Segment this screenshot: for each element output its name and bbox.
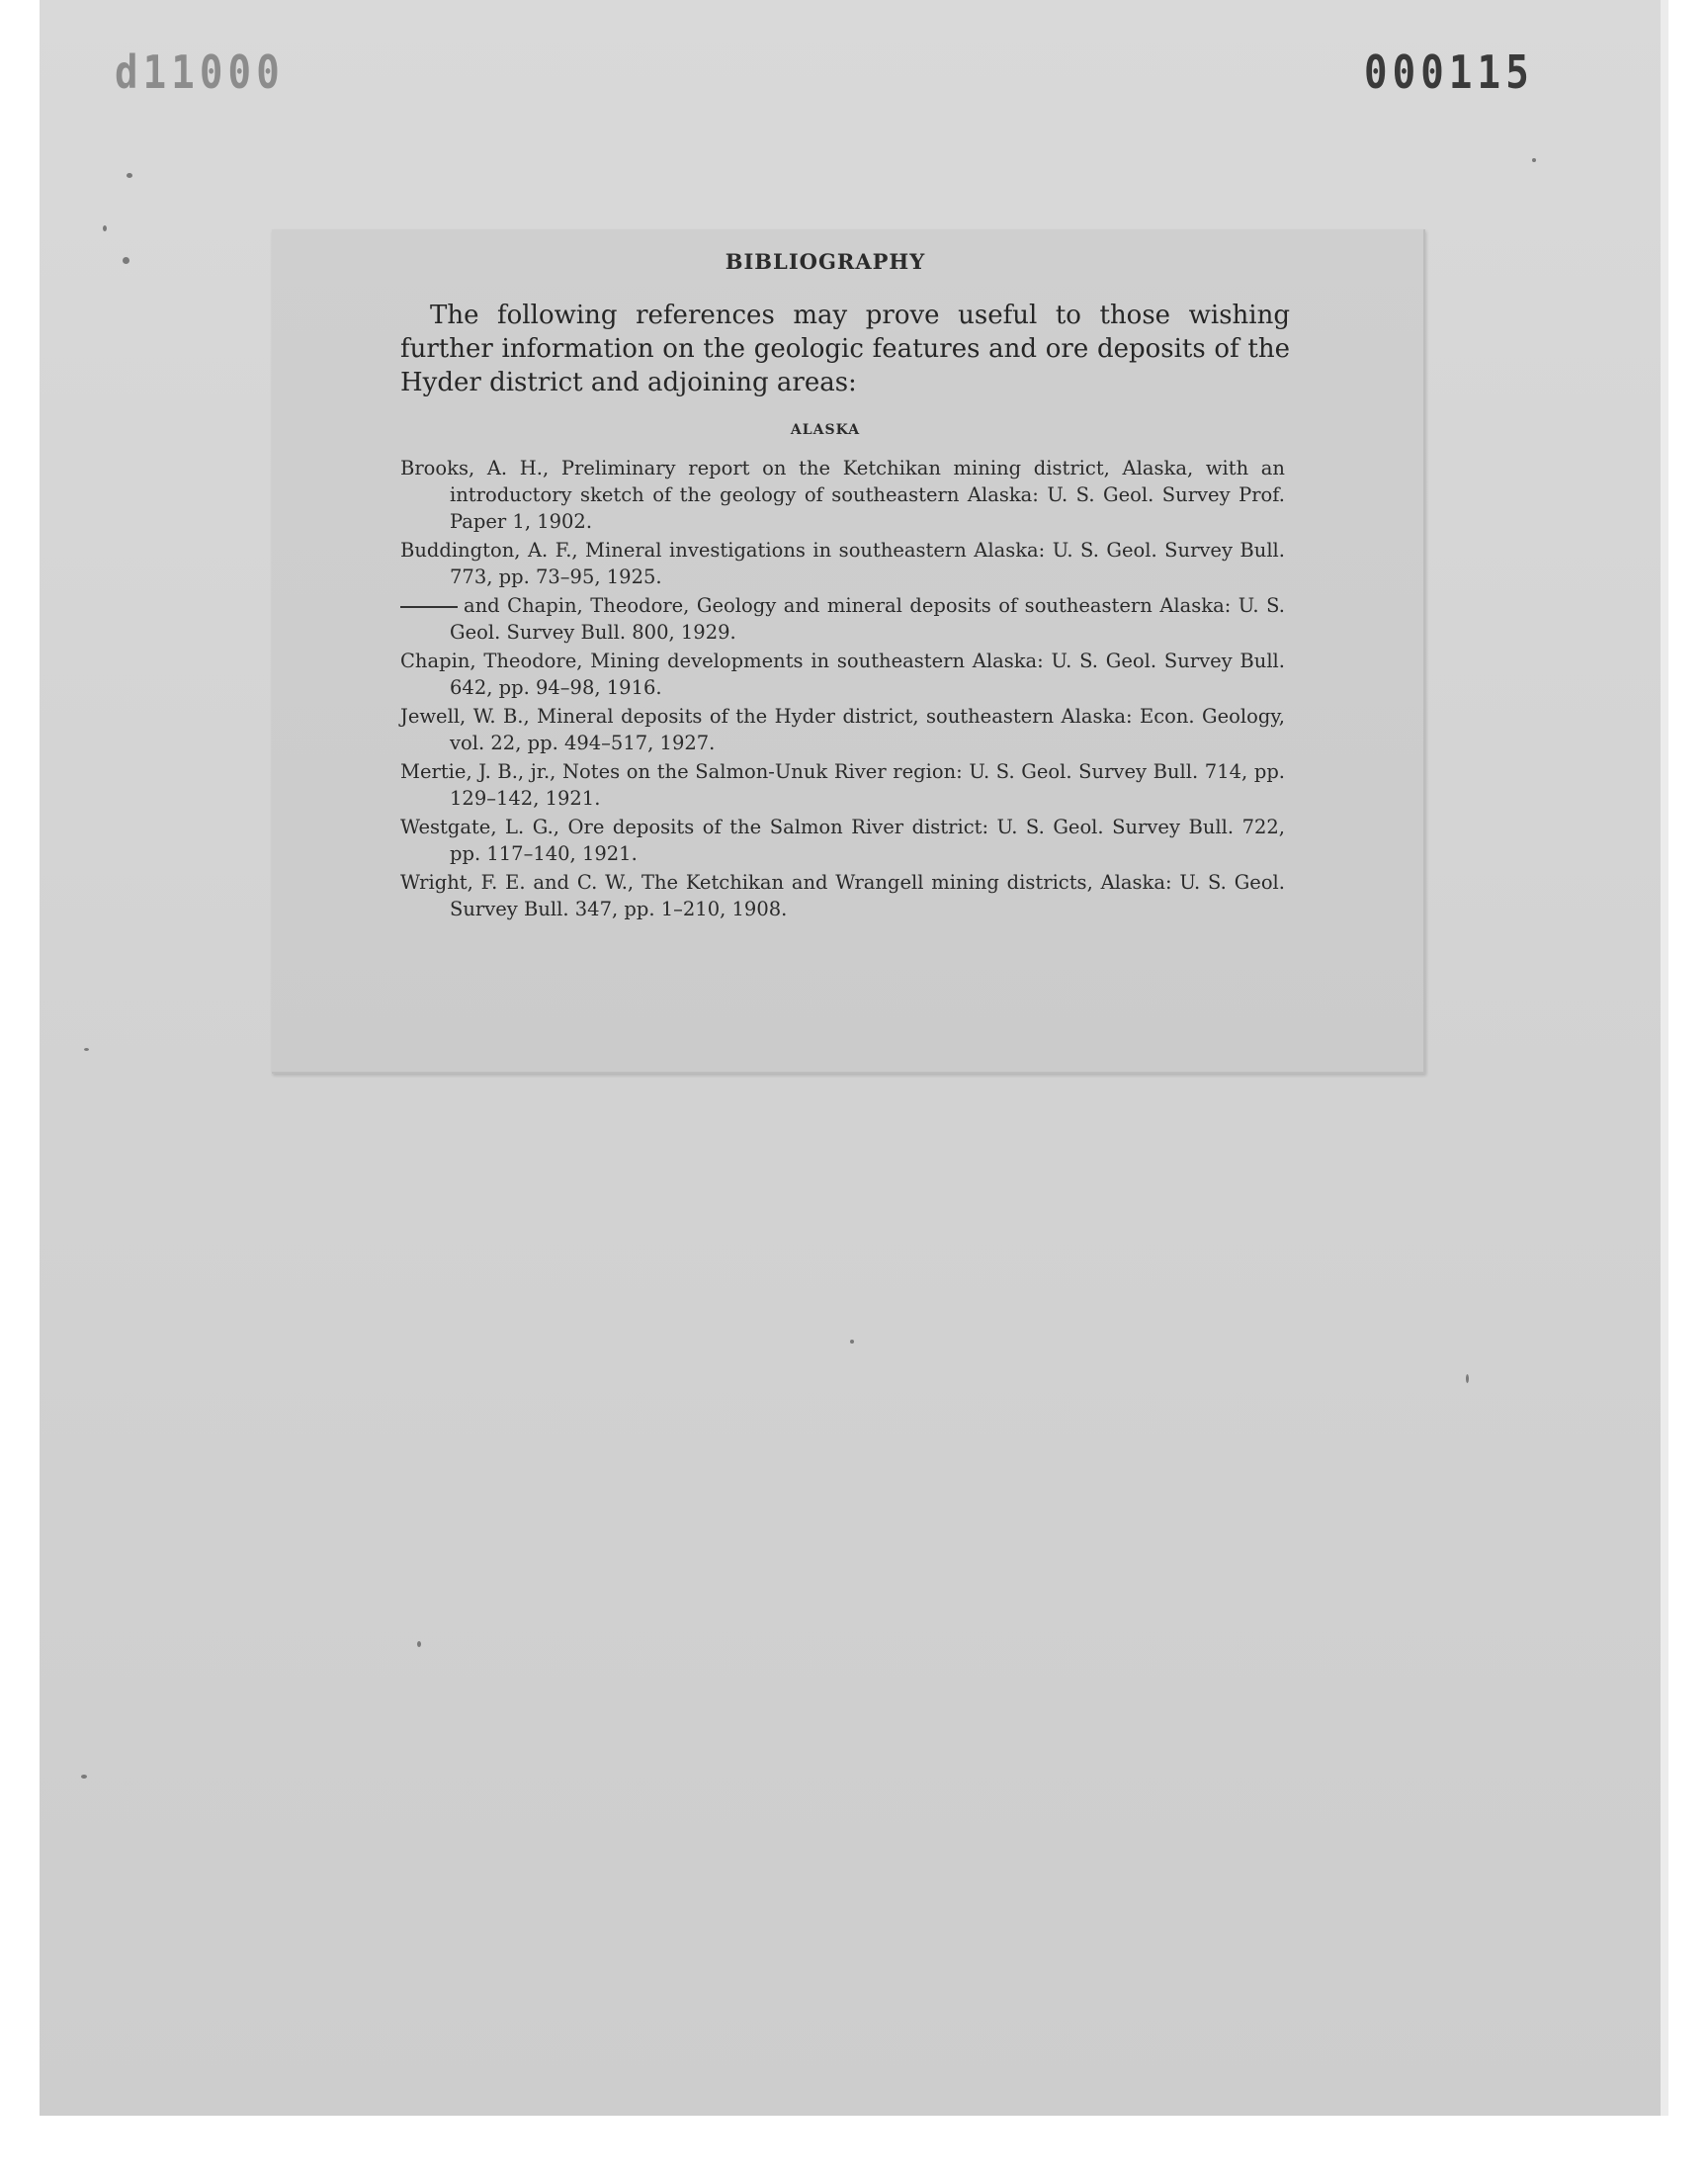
scan-speck xyxy=(103,225,107,231)
reference-text: and Chapin, Theodore, Geology and mineral deposits of southeastern Alaska: U. S. Geol. Survey Bull. 800, 1929. xyxy=(450,594,1285,644)
reference-entry: Wright, F. E. and C. W., The Ketchikan and Wrangell mining districts, Alaska: U. S. Geol. Survey Bull. 347, pp. 1–210, 1908. xyxy=(400,871,1285,920)
page-stamp-right: 000115 xyxy=(1364,45,1534,99)
reference-entry: Westgate, L. G., Ore deposits of the Salmon River district: U. S. Geol. Survey Bull. 722, pp. 117–140, 1921. xyxy=(400,816,1285,865)
bibliography-insert xyxy=(272,229,1425,1074)
page-title: BIBLIOGRAPHY xyxy=(725,249,926,274)
reference-entry: Jewell, W. B., Mineral deposits of the Hyder district, southeastern Alaska: Econ. Geology, vol. 22, pp. 494–517, 1927. xyxy=(400,705,1285,754)
scan-speck xyxy=(84,1048,89,1051)
scan-speck xyxy=(81,1775,87,1779)
page-stamp-left: d11000 xyxy=(115,45,285,99)
reference-entry xyxy=(400,592,1285,646)
reference-entry: Mertie, J. B., jr., Notes on the Salmon-Unuk River region: U. S. Geol. Survey Bull. 714, pp. 129–142, 1921. xyxy=(400,760,1285,810)
reference-entry: Chapin, Theodore, Mining developments in southeastern Alaska: U. S. Geol. Survey Bull. 642, pp. 94–98, 1916. xyxy=(400,650,1285,699)
scan-speck xyxy=(1532,158,1536,162)
page-edge xyxy=(1661,0,1668,2116)
scan-speck xyxy=(850,1340,854,1344)
intro-paragraph: The following references may prove useful to those wishing further information on the geologic features and ore deposits of the Hyder district and adjoining areas: xyxy=(400,301,1290,397)
reference-list xyxy=(400,455,1285,924)
scan-speck xyxy=(123,257,129,264)
ditto-dash xyxy=(400,606,458,608)
scan-speck xyxy=(127,173,132,178)
reference-entry: Brooks, A. H., Preliminary report on the Ketchikan mining district, Alaska, with an introductory sketch of the geology of southeastern Alaska: U. S. Geol. Survey Prof. Paper 1, 1902. xyxy=(400,457,1285,533)
scan-speck xyxy=(417,1641,421,1647)
scan-speck xyxy=(1466,1374,1469,1383)
section-heading: ALASKA xyxy=(790,422,861,438)
reference-entry: Buddington, A. F., Mineral investigations in southeastern Alaska: U. S. Geol. Survey Bull. 773, pp. 73–95, 1925. xyxy=(400,539,1285,588)
